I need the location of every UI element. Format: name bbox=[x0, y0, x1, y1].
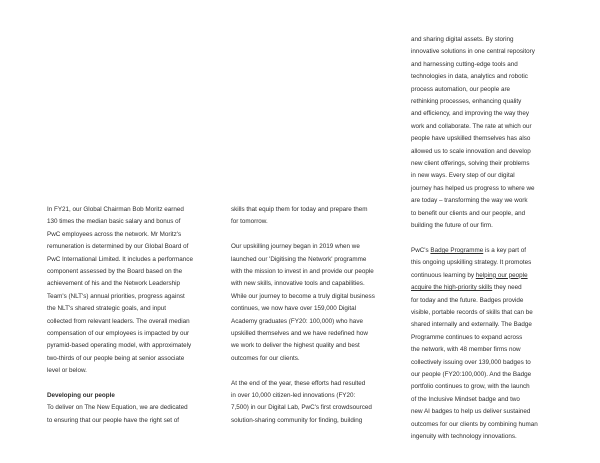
text-line: remuneration is determined by our Global Board of bbox=[47, 243, 189, 251]
text-line: portfolio continues to grow, with the launch bbox=[411, 383, 530, 391]
text-line: compensation of our employees is impacted by our bbox=[47, 330, 190, 338]
text-line: continues, we now have over 159,000 Digital bbox=[231, 305, 356, 313]
text-line: While our journey to become a truly digital business bbox=[231, 292, 375, 300]
text-line: collected from relevant leaders. The overall median bbox=[47, 317, 190, 325]
paragraph-digital-assets bbox=[411, 34, 581, 233]
section-heading-developing-people: Developing our people bbox=[47, 392, 115, 400]
text-line: achievement of his and the Network Leadership bbox=[47, 280, 181, 288]
text-line: process automation, our people are bbox=[411, 85, 511, 93]
text-line: upskilled themselves and we have redefined how bbox=[231, 330, 368, 338]
text-line: in new ways. Every step of our digital bbox=[411, 172, 515, 180]
text-line: rethinking processes, enhancing quality bbox=[411, 98, 522, 106]
text-line: this ongoing upskilling strategy. It promotes bbox=[411, 259, 532, 267]
paragraph-badge-programme bbox=[411, 245, 581, 444]
paragraph-digital-lab bbox=[231, 378, 396, 428]
text-line: are today – transforming the way we work bbox=[411, 197, 528, 205]
text-column-3 bbox=[411, 34, 581, 443]
text-line: component assessed by the Board based on the bbox=[47, 268, 183, 276]
text-span: PwC's bbox=[411, 246, 431, 254]
paragraph-gap bbox=[411, 233, 581, 245]
text-line: Team's (NLT's) annual priorities, progress against bbox=[47, 292, 185, 300]
text-line: in over 10,000 citizen-led innovations (FY20: bbox=[231, 392, 356, 400]
text-line: of the Inclusive Mindset badge and two bbox=[411, 395, 520, 403]
text-line: we work to deliver the highest quality and best bbox=[231, 342, 360, 350]
text-line: and efficiency, and improving the way they bbox=[411, 110, 530, 118]
text-line: people have upskilled themselves has also bbox=[411, 135, 531, 143]
text-line bbox=[411, 270, 581, 282]
text-line: solution-sharing community for finding, building bbox=[231, 416, 363, 424]
text-line: outcomes for our clients by combining human bbox=[411, 420, 538, 428]
text-line: innovative solutions in one central repository bbox=[411, 48, 535, 56]
text-span: continuous learning by bbox=[411, 271, 476, 279]
text-line: technologies in data, analytics and robotic bbox=[411, 73, 528, 81]
text-line: 130 times the median basic salary and bonus of bbox=[47, 218, 181, 226]
text-line: Academy graduates (FY20: 100,000) who have bbox=[231, 317, 363, 325]
text-line bbox=[411, 245, 581, 257]
text-line: new client offerings, solving their problems bbox=[411, 160, 530, 168]
text-line: and harnessing cutting-edge tools and bbox=[411, 60, 518, 68]
text-line: ingenuity with technology innovations. bbox=[411, 432, 517, 440]
paragraph-badge-programme-rest bbox=[411, 295, 581, 444]
text-line: outcomes for our clients. bbox=[231, 354, 300, 362]
text-line: and sharing digital assets. By storing bbox=[411, 36, 514, 43]
text-span: they need bbox=[492, 284, 522, 292]
text-line: with new skills, innovative tools and capabilities. bbox=[231, 280, 365, 288]
text-line: skills that equip them for today and prepare them bbox=[231, 206, 368, 213]
paragraph-ceo-remuneration bbox=[47, 204, 222, 378]
text-line: for today and the future. Badges provide bbox=[411, 296, 524, 304]
text-line: our people (FY20:100,000). And the Badge bbox=[411, 370, 532, 378]
text-line: pyramid-based operating model, with approximately bbox=[47, 342, 192, 350]
text-line: PwC International Limited. It includes a performance bbox=[47, 255, 193, 263]
paragraph-gap bbox=[231, 365, 396, 377]
text-line: with the mission to invest in and provide our people bbox=[231, 268, 374, 276]
text-line: for tomorrow. bbox=[231, 218, 268, 226]
text-line: two-thirds of our people being at senior associate bbox=[47, 354, 185, 362]
paragraph-gap bbox=[231, 229, 396, 241]
text-line: to ensuring that our people have the right set of bbox=[47, 416, 179, 424]
text-span: is a key part of bbox=[483, 246, 526, 254]
text-column-1 bbox=[47, 204, 222, 427]
text-line: building the future of our firm. bbox=[411, 222, 493, 230]
paragraph-upskilling-journey bbox=[231, 241, 396, 365]
text-line bbox=[411, 282, 581, 294]
text-line: level or below. bbox=[47, 367, 87, 375]
text-line: work and collaborate. The rate at which our bbox=[411, 122, 532, 130]
text-line: PwC employees across the network. Mr Moritz's bbox=[47, 230, 182, 238]
text-line: 7,500) in our Digital Lab, PwC's first crowdsourced bbox=[231, 404, 372, 412]
high-priority-skills-link[interactable]: acquire the high-priority skills bbox=[411, 284, 493, 292]
text-line: the network, with 48 member firms now bbox=[411, 346, 521, 354]
text-line: Programme continues to expand across bbox=[411, 333, 523, 341]
text-line: Our upskilling journey began in 2019 when we bbox=[231, 243, 360, 251]
text-line: launched our 'Digitising the Network' programme bbox=[231, 255, 367, 263]
text-line: visible, portable records of skills that can be bbox=[411, 308, 533, 316]
text-line: To deliver on The New Equation, we are dedicated bbox=[47, 404, 188, 412]
text-column-2 bbox=[231, 204, 396, 427]
text-line: collectively issuing over 139,000 badges to bbox=[411, 358, 531, 366]
text-line: In FY21, our Global Chairman Bob Moritz earned bbox=[47, 206, 184, 213]
paragraph-gap bbox=[47, 378, 222, 390]
text-line: the NLT's shared strategic goals, and input bbox=[47, 305, 167, 313]
text-line: new AI badges to help us deliver sustained bbox=[411, 408, 531, 416]
text-line: At the end of the year, these efforts had resulted bbox=[231, 379, 366, 387]
text-line: journey has helped us progress to where we bbox=[411, 184, 535, 192]
text-line: shared internally and externally. The Badge bbox=[411, 321, 532, 329]
text-line: to benefit our clients and our people, and bbox=[411, 209, 526, 217]
helping-people-link[interactable]: helping our people bbox=[475, 271, 528, 279]
paragraph-skills bbox=[231, 204, 396, 229]
text-line: allowed us to scale innovation and develop bbox=[411, 147, 531, 155]
badge-programme-link[interactable]: Badge Programme bbox=[430, 246, 484, 254]
paragraph-developing-people bbox=[47, 402, 222, 427]
